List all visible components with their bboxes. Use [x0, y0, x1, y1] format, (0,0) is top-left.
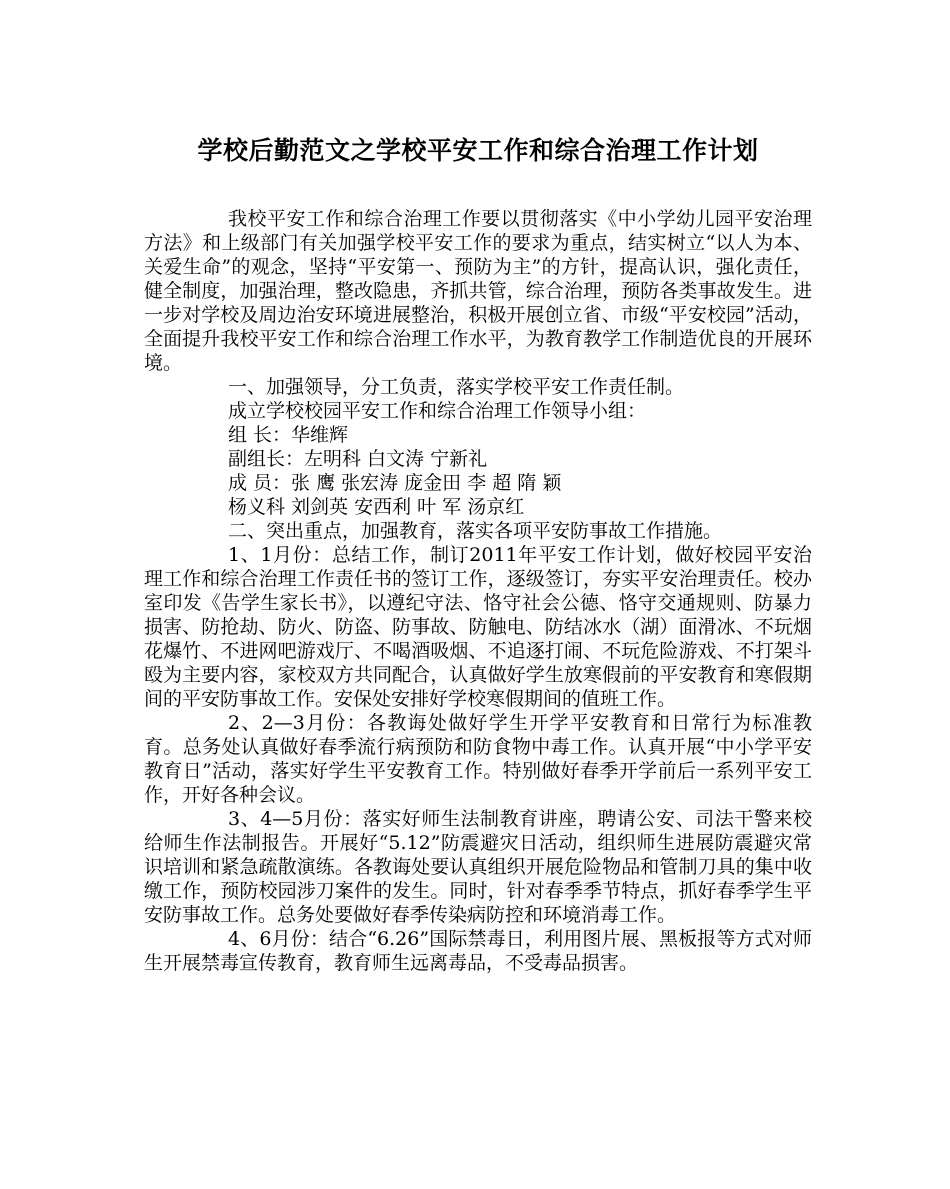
plan-item-april-may: 3、4—5月份：落实好师生法制教育讲座，聘请公安、司法干警来校给师生作法制报告。开展好“5.12”防震避灾日活动，组织师生进展防震避灾常识培训和紧急疏散演练。各教诲处要认真组织开展危险物品和管制刀具的集中收缴工作，预防校园涉刀案件的发生。同时，针对春季季节特点，抓好春季学生平安防事故工作。总务处要做好春季传染病防控和环境消毒工作。: [144, 808, 812, 926]
document-title: 学校后勤范文之学校平安工作和综合治理工作计划: [197, 136, 759, 165]
group-intro: 成立学校校园平安工作和综合治理工作领导小组：: [228, 400, 647, 422]
section-heading-1: 一、加强领导，分工负责，落实学校平安工作责任制。: [228, 376, 685, 398]
plan-item-february-march: 2、2—3月份：各教诲处做好学生开学平安教育和日常行为标准教育。总务处认真做好春季流行病预防和防食物中毒工作。认真开展“中小学平安教育日”活动，落实好学生平安教育工作。特别做好春季开学前后一系列平安工作，开好各种会议。: [144, 712, 812, 806]
document-page: [144, 0, 812, 1189]
document-body: [144, 207, 812, 975]
intro-paragraph: 我校平安工作和综合治理工作要以贯彻落实《中小学幼儿园平安治理方法》和上级部门有关加强学校平安工作的要求为重点，结实树立“以人为本、关爱生命”的观念，坚持“平安第一、预防为主”的方针，提高认识，强化责任，健全制度，加强治理，整改隐患，齐抓共管，综合治理，预防各类事故发生。进一步对学校及周边治安环境进展整治，积极开展创立省、市级“平安校园”活动，全面提升我校平安工作和综合治理工作水平，为教育教学工作制造优良的开展环境。: [144, 208, 812, 374]
plan-item-january: 1、1月份：总结工作，制订2011年平安工作计划，做好校园平安治理工作和综合治理工作责任书的签订工作，逐级签订，夯实平安治理责任。校办室印发《告学生家长书》，以遵纪守法、恪守社会公德、恪守交通规则、防暴力损害、防抢劫、防火、防盗、防事故、防触电、防结冰水（湖）面滑冰、不玩烟花爆竹、不进网吧游戏厅、不喝酒吸烟、不追逐打闹、不玩危险游戏、不打架斗殴为主要内容，家校双方共同配合，认真做好学生放寒假前的平安教育和寒假期间的平安防事故工作。安保处安排好学校寒假期间的值班工作。: [144, 544, 812, 710]
group-leader: 组 长：华维辉: [228, 424, 349, 446]
plan-item-june: 4、6月份：结合“6.26”国际禁毒日，利用图片展、黑板报等方式对师生开展禁毒宣传教育，教育师生远离毒品，不受毒品损害。: [144, 928, 812, 974]
section-heading-2: 二、突出重点，加强教育，落实各项平安防事故工作措施。: [228, 520, 723, 542]
group-members-continued: 杨义科 刘剑英 安西利 叶 军 汤京红: [228, 496, 525, 518]
group-deputy-leaders: 副组长：左明科 白文涛 宁新礼: [228, 448, 488, 470]
group-members: 成 员：张 鹰 张宏涛 庞金田 李 超 隋 颖: [228, 472, 562, 494]
